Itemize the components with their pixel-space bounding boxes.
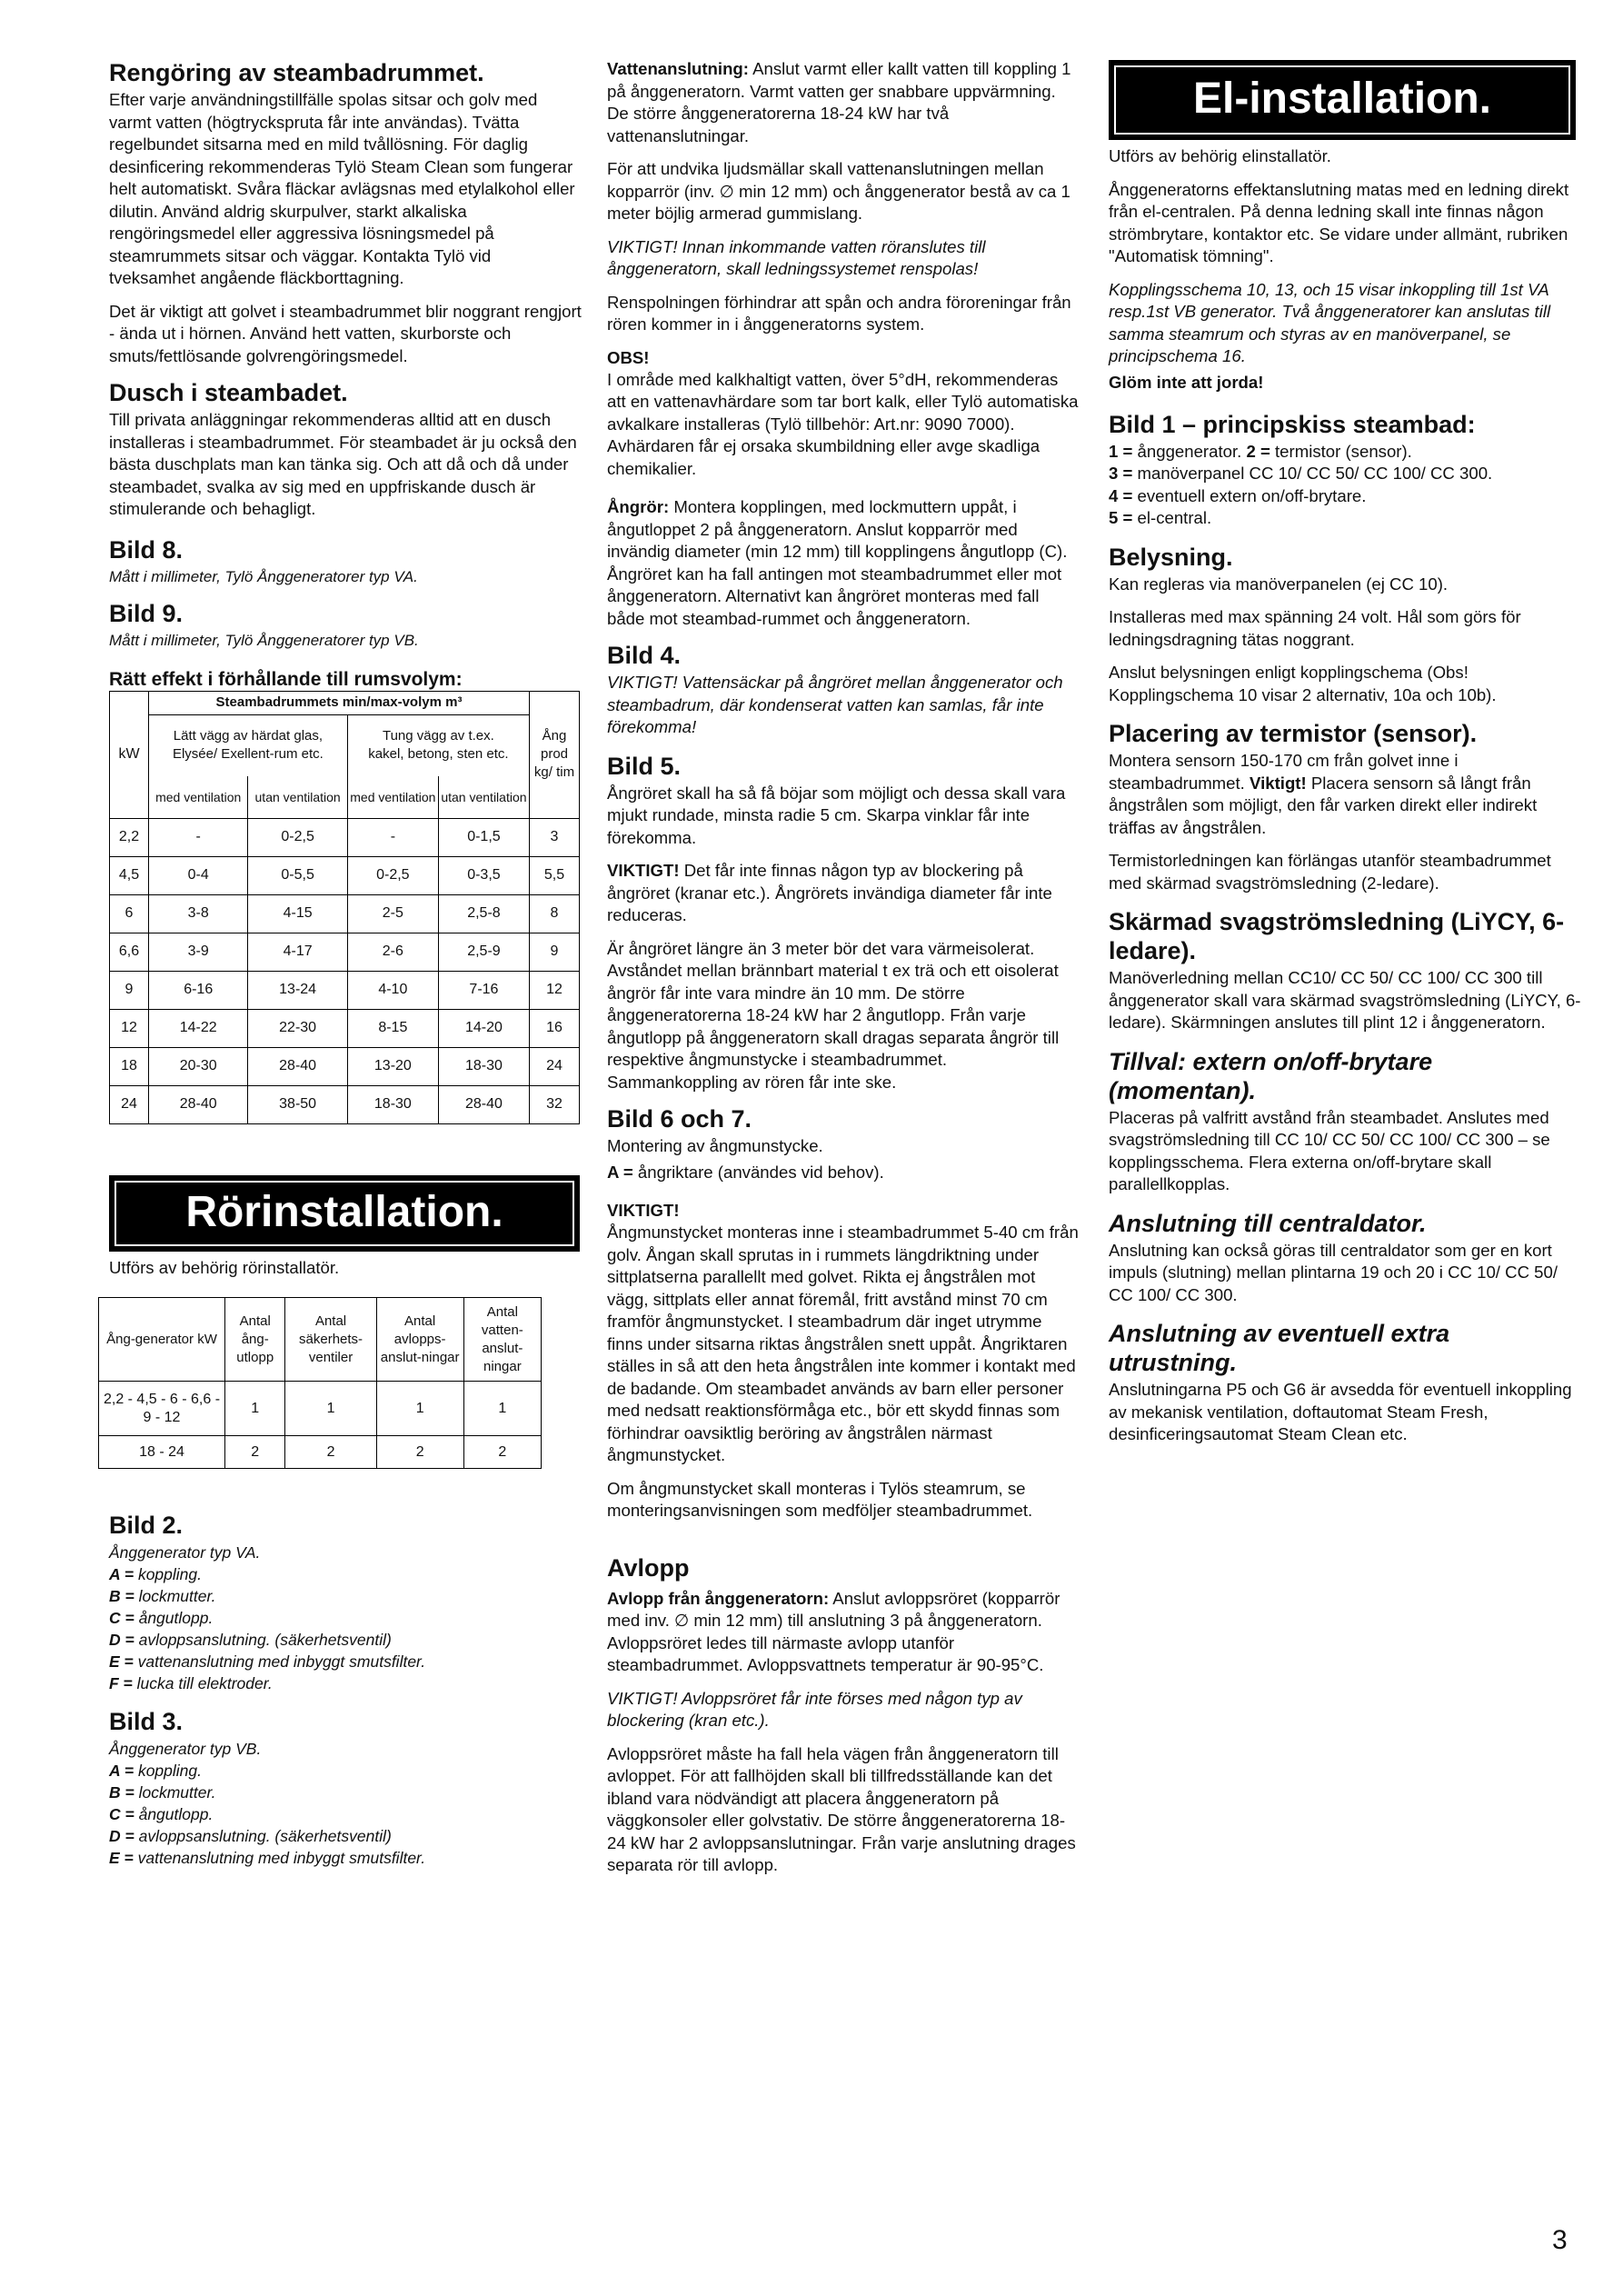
table-cell: 2 [463, 1436, 541, 1469]
lead-label: Vattenanslutning: [607, 59, 749, 78]
text: vattenanslutning med inbyggt smutsfilter. [133, 1652, 426, 1671]
paragraph: Ångröret skall ha så få böjar som möjligt och dessa skall vara mjukt rundade, minsta radie 5 cm. Skarpa vinklar får inte förekomma. [607, 783, 1066, 847]
table-header: Ång-generator kW [99, 1298, 225, 1382]
table-cell: 20-30 [149, 1047, 248, 1085]
pipe-table [98, 1297, 542, 1469]
table-header: med ventilation [149, 776, 248, 818]
list-item [109, 1825, 582, 1847]
text: lockmutter. [134, 1587, 216, 1605]
bild3-list [109, 1738, 582, 1869]
paragraph: I område med kalkhaltigt vatten, över 5°dH, rekommenderas att en vattenavhärdare som tar bort kalk, eller Tylö automatiska avkalkare installeras (Tylö tillbehör: Art.nr: 9090 7000). Avhärdaren får ej orsaka skumbildning eller avge skadliga chemikalier. [607, 369, 1079, 478]
page-number: 3 [1552, 2225, 1568, 2255]
text: ångriktare (användes vid behov). [632, 1162, 884, 1182]
text: lucka till elektroder. [132, 1674, 273, 1692]
paragraph: Placeras på valfritt avstånd från steambadet. Anslutes med svagströmsledning till CC 10/ CC 50/ CC 100/ CC 300 – se kopplingsschema. Flera externa on/off-brytare skall parallellkopplas. [1109, 1107, 1550, 1193]
text: koppling. [134, 1762, 202, 1780]
text: manöverpanel CC 10/ CC 50/ CC 100/ CC 300. [1132, 464, 1493, 483]
text: eventuell extern on/off-brytare. [1132, 485, 1367, 505]
table-row [99, 1436, 542, 1469]
table-cell: 2 [376, 1436, 463, 1469]
table-cell: 24 [110, 1085, 149, 1123]
table-cell: 4,5 [110, 856, 149, 894]
paragraph: Avloppsröret måste ha fall hela vägen från ånggeneratorn till avloppet. För att fallhöjden skall bli tillfredsställande kan det ibland vara nödvändigt att placera ånggeneratorn på väggkonsoler eller golvstativ. De större ånggeneratorerna 18-24 kW har 2 avloppsanslutningar. Från varje anslutning drages separata rör till avlopp. [607, 1743, 1076, 1874]
pipe-table-body [99, 1382, 542, 1469]
text: Det får inte finnas någon typ av blockering på ångröret (kranar etc.). Ångrörets invändiga diameter får inte reduceras. [607, 861, 1052, 924]
text: koppling. [134, 1565, 202, 1583]
key-label: 3 = [1109, 464, 1133, 483]
paragraph [607, 1162, 1080, 1184]
text: avloppsanslutning. (säkerhetsventil) [134, 1827, 392, 1845]
text: Montera sensorn 150-170 cm från golvet inne i steambadrummet. [1109, 751, 1459, 793]
effect-table [109, 691, 580, 1124]
heading-bild9: Bild 9. [109, 600, 184, 627]
paragraph: Renspolningen förhindrar att spån och andra föroreningar från rören kommer in i ånggeneratorns system. [607, 292, 1071, 334]
table-cell: 13-24 [248, 971, 347, 1009]
paragraph: Montering av ångmunstycke. [607, 1136, 823, 1155]
table-cell: 8-15 [347, 1009, 438, 1047]
paragraph: Anslut belysningen enligt kopplingschema (Obs! Kopplingschema 10 visar 2 alternativ, 10a och 10b). [1109, 663, 1497, 704]
table-cell: 1 [376, 1382, 463, 1436]
bild1-list [1109, 441, 1581, 530]
table-cell: 0-1,5 [438, 818, 529, 856]
table-header: utan ventilation [438, 776, 529, 818]
heading-bild2: Bild 2. [109, 1512, 184, 1539]
table-cell: 0-2,5 [248, 818, 347, 856]
paragraph: VIKTIGT! Vattensäckar på ångröret mellan ånggenerator och steambadrum, där kondenserat vatten kan samlas, får inte förekomma! [607, 673, 1063, 736]
text: Anslut avloppsröret (kopparrör med inv. ∅ min 12 mm) till anslutning 3 på ånggeneratorn. Avloppsröret ledes till närmaste avlopp utanför steambadrummet. Avloppsvattnets temperatur är 90-95°C. [607, 1588, 1060, 1674]
table-header: Antal avlopps-anslut-ningar [376, 1298, 463, 1382]
effect-table-body [110, 818, 580, 1123]
table-cell: 22-30 [248, 1009, 347, 1047]
banner-pipe: Rörinstallation. [109, 1175, 580, 1252]
key-label: C = [109, 1805, 134, 1823]
heading-sensor: Placering av termistor (sensor). [1109, 720, 1478, 747]
table-cell: 32 [530, 1085, 580, 1123]
paragraph: Manöverledning mellan CC10/ CC 50/ CC 100/ CC 300 till ånggenerator skall vara skärmad svagströmsledning (LiYCY, 6-ledare). Skärmningen anslutes till plint 12 i ånggeneratorn. [1109, 968, 1581, 1032]
table-cell: 3 [530, 818, 580, 856]
table-cell: 2,5-8 [438, 894, 529, 933]
key-label: E = [109, 1849, 134, 1867]
list-item [1109, 485, 1581, 508]
table-cell: 5,5 [530, 856, 580, 894]
table-cell: 24 [530, 1047, 580, 1085]
table-cell: 12 [110, 1009, 149, 1047]
table-header: Ång prod kg/ tim [530, 691, 580, 818]
heading-option: Tillval: extern on/off-brytare (momentan). [1109, 1047, 1433, 1104]
key-label: B = [109, 1783, 134, 1802]
paragraph [607, 1588, 1080, 1677]
table-cell: 28-40 [438, 1085, 529, 1123]
bild2-list [109, 1542, 582, 1694]
list-item [1109, 507, 1581, 530]
table-cell: 2,2 [110, 818, 149, 856]
key-label: C = [109, 1609, 134, 1627]
heading-computer: Anslutning till centraldator. [1109, 1209, 1427, 1237]
table-cell: 18-30 [438, 1047, 529, 1085]
list-item [109, 1563, 582, 1585]
text: avloppsanslutning. (säkerhetsventil) [134, 1631, 392, 1649]
column-middle [607, 58, 1080, 1888]
heading-light: Belysning. [1109, 543, 1233, 571]
paragraph: Ånggeneratorns effektanslutning matas med en ledning direkt från el-centralen. På denna ledning skall inte finnas någon strömbrytare, kontaktor etc. Se vidare under allmänt, rubriken "Automatisk tömning". [1109, 179, 1569, 265]
list-item [109, 1585, 582, 1607]
table-cell: 0-2,5 [347, 856, 438, 894]
table-row [110, 1085, 580, 1123]
table-row [110, 894, 580, 933]
list-item [109, 1760, 582, 1782]
heading-extra: Anslutning av eventuell extra utrustning. [1109, 1320, 1450, 1376]
table-cell: 14-22 [149, 1009, 248, 1047]
viktigt-label: VIKTIGT! [607, 1201, 680, 1220]
table-cell: 7-16 [438, 971, 529, 1009]
table-row [110, 856, 580, 894]
table-cell: - [347, 818, 438, 856]
text: ånggenerator. [1132, 441, 1247, 461]
text: lockmutter. [134, 1783, 216, 1802]
paragraph: Det är viktigt att golvet i steambadrummet blir noggrant rengjort - ända ut i hörnen. Använd hett vatten, skurborste och smuts/fettlösande golvrengöringsmedel. [109, 301, 582, 365]
table-cell: 4-17 [248, 933, 347, 971]
column-right [1109, 58, 1581, 1457]
table-cell: 2 [225, 1436, 285, 1469]
key-label: D = [109, 1827, 134, 1845]
list-item [109, 1629, 582, 1651]
table-cell: 18-30 [347, 1085, 438, 1123]
table-cell: 12 [530, 971, 580, 1009]
paragraph: Efter varje användningstillfälle spolas sitsar och golv med varmt vatten (högtryckspruta får inte användas). Tvätta regelbundet sitsarna med en mild tvållösning. För daglig desinficering rekommenderas Tylö Steam Clean som fungerar helt automatiskt. Svåra fläckar avlägsnas med etylalkohol eller dilutin. Använd aldrig skurpulver, starkt alkaliska rengöringsmedel eller aggressiva lösningsmedel på steamrummets sitsar och väggar. Kontakta Tylö vid tveksamhet angående fläckborttagning. [109, 90, 575, 287]
paragraph: Till privata anläggningar rekommenderas alltid att en dusch installeras i steambadrummet. För steambadet är ju också den bästa duschplats man kan tänka sig. Och att då och då under steambadet, svalka av sig med en uppfriskande dusch är stimulerande och behagligt. [109, 410, 577, 518]
text: ångutlopp. [134, 1609, 214, 1627]
table-cell: 1 [463, 1382, 541, 1436]
table-cell: 4-15 [248, 894, 347, 933]
paragraph: Installeras med max spänning 24 volt. Hål som görs för ledningsdragning tätas noggrant. [1109, 607, 1521, 649]
paragraph: Utförs av behörig rörinstallatör. [109, 1257, 340, 1277]
heading-shower: Dusch i steambadet. [109, 379, 348, 406]
heading-bild1: Bild 1 – principskiss steambad: [1109, 410, 1476, 438]
lead-label: Avlopp från ånggeneratorn: [607, 1588, 830, 1608]
table-cell: 6,6 [110, 933, 149, 971]
table-cell: 0-4 [149, 856, 248, 894]
table-cell: - [149, 818, 248, 856]
table-cell: 3-8 [149, 894, 248, 933]
list-item [109, 1651, 582, 1672]
paragraph: Anslutning kan också göras till centraldator som ger en kort impuls (slutning) mellan plintarna 19 och 20 i CC 10/ CC 50/ CC 100/ CC 300. [1109, 1240, 1558, 1304]
text: ångutlopp. [134, 1805, 214, 1823]
table-cell: 9 [530, 933, 580, 971]
table-header: Lätt vägg av härdat glas, Elysée/ Exellent-rum etc. [149, 714, 348, 776]
table-cell: 18 - 24 [99, 1436, 225, 1469]
heading-bild5: Bild 5. [607, 752, 682, 780]
table-cell: 28-40 [149, 1085, 248, 1123]
key-label: B = [109, 1587, 134, 1605]
key-label: Viktigt! [1250, 773, 1307, 793]
obs-label: OBS! [607, 347, 650, 367]
text: Anslut varmt eller kallt vatten till koppling 1 på ånggeneratorn. Varmt vatten ger snabbare uppvärmning. De större ånggeneratorerna 18-24 kW har två vattenanslutningar. [607, 59, 1071, 145]
paragraph: VIKTIGT! Innan inkommande vatten röranslutes till ånggeneratorn, skall ledningssystemet renspolas! [607, 236, 986, 278]
key-label: 4 = [1109, 485, 1133, 505]
heading-cable: Skärmad svagströmsledning (LiYCY, 6-ledare). [1109, 908, 1565, 964]
ground-note: Glöm inte att jorda! [1109, 372, 1264, 392]
heading-bild3: Bild 3. [109, 1708, 184, 1735]
table-header: kW [110, 691, 149, 818]
heading-bild67: Bild 6 och 7. [607, 1105, 752, 1133]
list-item: Ånggenerator typ VB. [109, 1740, 262, 1758]
paragraph [1109, 750, 1581, 839]
table-cell: 9 [110, 971, 149, 1009]
paragraph: Om ångmunstycket skall monteras i Tylös steamrum, se monteringsanvisningen som medföljer steambadrummet. [607, 1478, 1033, 1520]
table-cell: 8 [530, 894, 580, 933]
table-cell: 14-20 [438, 1009, 529, 1047]
table-cell: 18 [110, 1047, 149, 1085]
paragraph [607, 860, 1080, 927]
list-item [109, 1607, 582, 1629]
table-row [99, 1382, 542, 1436]
paragraph: Utförs av behörig elinstallatör. [1109, 146, 1331, 165]
table-row [110, 1009, 580, 1047]
paragraph: För att undvika ljudsmällar skall vattenanslutningen mellan kopparrör (inv. ∅ min 12 mm) och ånggenerator bestå av ca 1 meter böjlig armerad gummislang. [607, 159, 1070, 223]
table-cell: 6 [110, 894, 149, 933]
list-item [109, 1782, 582, 1803]
table-cell: 2,2 - 4,5 - 6 - 6,6 - 9 - 12 [99, 1382, 225, 1436]
paragraph [607, 58, 1080, 147]
table-cell: 2 [285, 1436, 376, 1469]
table-cell: 38-50 [248, 1085, 347, 1123]
heading-drain: Avlopp [607, 1553, 690, 1582]
table-cell: 0-3,5 [438, 856, 529, 894]
table-cell: 28-40 [248, 1047, 347, 1085]
table-row [110, 971, 580, 1009]
heading-bild4: Bild 4. [607, 642, 682, 669]
list-item [1109, 441, 1581, 464]
paragraph: Kopplingsschema 10, 13, och 15 visar inkoppling till 1st VA resp.1st VB generator. Två ånggeneratorer kan anslutas till samma steamrum och styras av en manöverpanel, se principschema 16. [1109, 279, 1551, 365]
table-cell: 0-5,5 [248, 856, 347, 894]
table-cell: 2,5-9 [438, 933, 529, 971]
list-item [109, 1803, 582, 1825]
paragraph: Kan regleras via manöverpanelen (ej CC 10). [1109, 574, 1449, 594]
table-cell: 1 [225, 1382, 285, 1436]
key-label: A = [109, 1762, 134, 1780]
table-cell: 3-9 [149, 933, 248, 971]
paragraph: Anslutningarna P5 och G6 är avsedda för eventuell inkoppling av mekanisk ventilation, doftautomat Steam Fresh, desinficeringsautomat Steam Clean etc. [1109, 1380, 1572, 1443]
heading-cleaning: Rengöring av steambadrummet. [109, 59, 484, 86]
text: termistor (sensor). [1270, 441, 1412, 461]
table-row [110, 818, 580, 856]
paragraph: Termistorledningen kan förlängas utanför steambadrummet med skärmad svagströmsledning (2-ledare). [1109, 851, 1551, 893]
paragraph: Ångmunstycket monteras inne i steambadrummet 5-40 cm från golv. Ångan skall sprutas in i rummets längdriktning under sittplatserna parallellt med golvet. Rikta ej ångstrålen mot vägg, sittplats eller annat föremål, fritt avstånd minst 70 cm framför ångmunstycket. I steambadrum där inget utrymme finns under sitsarna riktas ångstrålen snett uppåt. Ångriktaren ställes in så att den heta ångstrålen inte kommer i kontakt med de badande. Om steambadet används av barn eller personer med nedsatt reaktionsförmåga etc., bör ett skydd finnas som förhindrar oavsiktlig beröring av ångstrålen närmast ångmunstycket. [607, 1223, 1079, 1464]
paragraph: Mått i millimeter, Tylö Ånggeneratorer typ VA. [109, 567, 418, 585]
table-header: med ventilation [347, 776, 438, 818]
table-row [110, 933, 580, 971]
key-label: A = [607, 1162, 633, 1182]
table-header: Antal säkerhets-ventiler [285, 1298, 376, 1382]
table-cell: 6-16 [149, 971, 248, 1009]
key-label: 5 = [1109, 508, 1133, 527]
text: Montera kopplingen, med lockmuttern uppåt, i ångutloppet 2 på ånggeneratorn. Anslut kopparrör med invändig diameter (min 12 mm) till kopplingens ångutlopp (C). Ångröret kan ha fall antingen mot steambadrummet eller mot ånggeneratorn. Alternativt kan ångröret monteras med fall både mot steambad-rummet och ånggeneratorn. [607, 497, 1068, 628]
text: el-central. [1132, 508, 1212, 527]
table-cell: 16 [530, 1009, 580, 1047]
heading-bild8: Bild 8. [109, 535, 184, 564]
text: Placera sensorn så långt från ångstrålen som möjligt, den får varken direkt eller indirekt träffas av ångstrålen. [1109, 773, 1538, 837]
table-header: Antal ång-utlopp [225, 1298, 285, 1382]
key-label: F = [109, 1674, 133, 1692]
paragraph [607, 496, 1080, 630]
table-row [110, 1047, 580, 1085]
table-header: utan ventilation [248, 776, 347, 818]
table-header: Tung vägg av t.ex. kakel, betong, sten etc. [347, 714, 529, 776]
table-cell: 2-6 [347, 933, 438, 971]
banner-el: El-installation. [1109, 60, 1576, 140]
table-cell: 13-20 [347, 1047, 438, 1085]
lead-label: VIKTIGT! [607, 861, 680, 880]
paragraph: Mått i millimeter, Tylö Ånggeneratorer typ VB. [109, 632, 419, 649]
table-cell: 4-10 [347, 971, 438, 1009]
list-item [109, 1847, 582, 1869]
table-header: Antal vatten-anslut-ningar [463, 1298, 541, 1382]
list-item [1109, 463, 1581, 485]
table-cell: 2-5 [347, 894, 438, 933]
key-label: 2 = [1246, 441, 1270, 461]
paragraph: VIKTIGT! Avloppsröret får inte förses med någon typ av blockering (kran etc.). [607, 1688, 1022, 1730]
column-left [103, 58, 582, 1880]
list-item: Ånggenerator typ VA. [109, 1543, 261, 1562]
paragraph: Är ångröret längre än 3 meter bör det vara värmeisolerat. Avståndet mellan brännbart material t ex trä och ett oisolerat ångrör får inte vara mindre än 10 mm. De större ånggeneratorerna 18-24 kW har 2 ångutlopp. Från varje ångutlopp på ånggeneratorn skall dragas separata ångrör till respektive ångmunstycke i steambadrummet. Sammankoppling av rören får inte ske. [607, 938, 1060, 1092]
list-item [109, 1672, 582, 1694]
key-label: E = [109, 1652, 134, 1671]
heading-effect: Rätt effekt i förhållande till rumsvolym: [109, 668, 463, 690]
table-header: Steambadrummets min/max-volym m³ [149, 691, 530, 714]
text: vattenanslutning med inbyggt smutsfilter. [133, 1849, 426, 1867]
key-label: 1 = [1109, 441, 1133, 461]
lead-label: Ångrör: [607, 497, 670, 516]
key-label: D = [109, 1631, 134, 1649]
table-cell: 1 [285, 1382, 376, 1436]
key-label: A = [109, 1565, 134, 1583]
